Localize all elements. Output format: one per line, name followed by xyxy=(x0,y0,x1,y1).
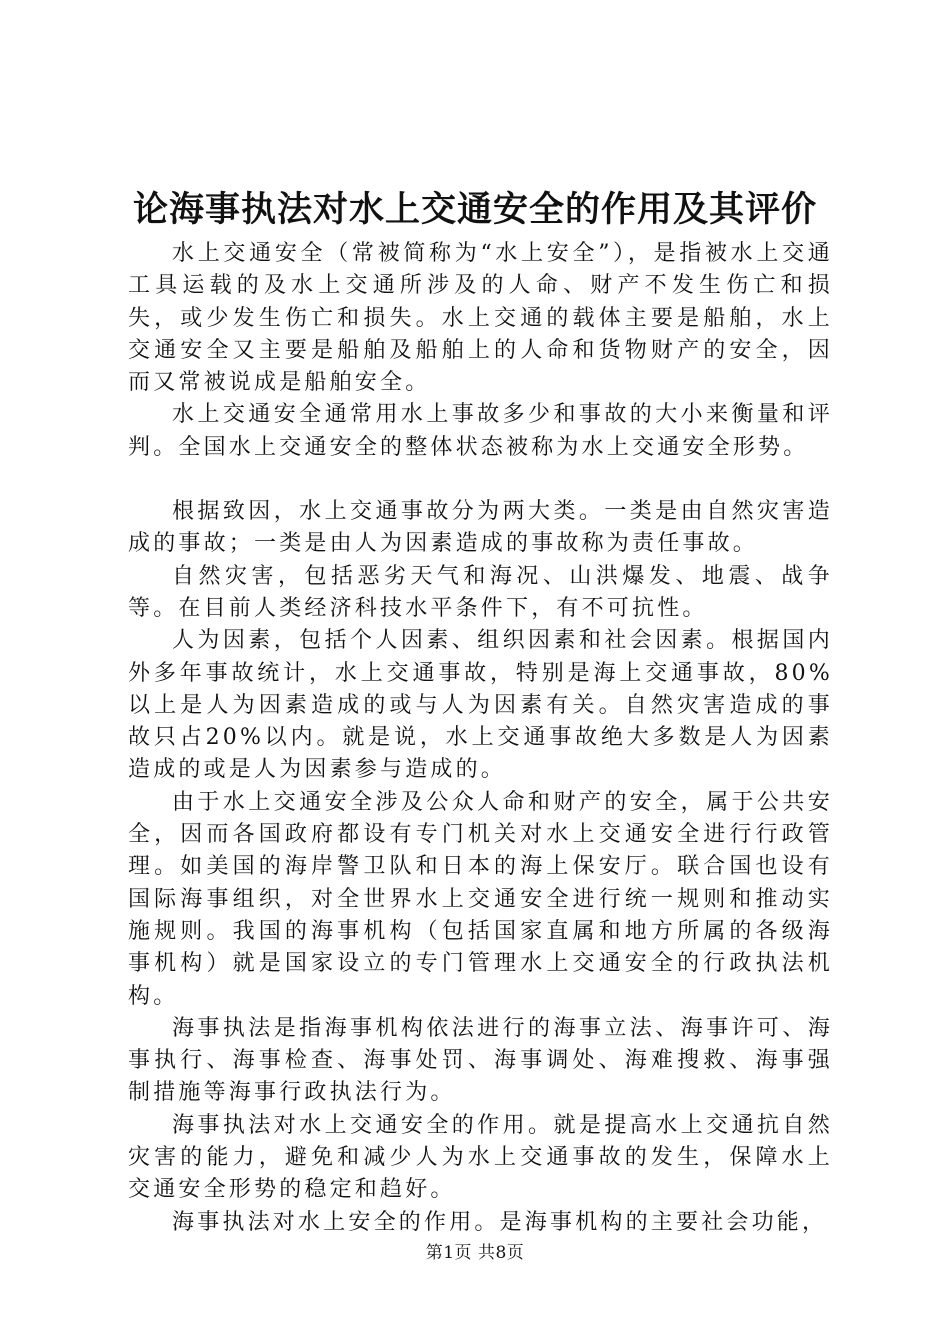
paragraph-7: 海事执法是指海事机构依法进行的海事立法、海事许可、海事执行、海事检查、海事处罚、海事调处、海难搜救、海事强制措施等海事行政执法行为。 xyxy=(128,1015,833,1106)
document-title: 论海事执法对水上交通安全的作用及其评价 xyxy=(132,189,817,230)
paragraph-6: 由于水上交通安全涉及公众人命和财产的安全，属于公共安全，因而各国政府都设有专门机关对水上交通安全进行行政管理。如美国的海岸警卫队和日本的海上保安厅。联合国也设有国际海事组织，对全世界水上交通安全进行统一规则和推动实施规则。我国的海事机构（包括国家直属和地方所属的各级海事机构）就是国家设立的专门管理水上交通安全的行政执法机构。 xyxy=(128,789,833,1009)
paragraph-3: 根据致因，水上交通事故分为两大类。一类是由自然灾害造成的事故；一类是由人为因素造成的事故称为责任事故。 xyxy=(128,499,833,557)
document-body xyxy=(128,238,833,1239)
paragraph-9: 海事执法对水上安全的作用。是海事机构的主要社会功能， xyxy=(172,1209,828,1235)
paragraph-2: 水上交通安全通常用水上事故多少和事故的大小来衡量和评判。全国水上交通安全的整体状态被称为水上交通安全形势。 xyxy=(128,402,833,460)
paragraph-1: 水上交通安全（常被简称为“水上安全”），是指被水上交通工具运载的及水上交通所涉及的人命、财产不发生伤亡和损失，或少发生伤亡和损失。水上交通的载体主要是船舶，水上交通安全又主要是船舶及船舶上的人命和货物财产的安全，因而又常被说成是船舶安全。 xyxy=(128,241,833,396)
paragraph-4: 自然灾害，包括恶劣天气和海况、山洪爆发、地震、战争等。在目前人类经济科技水平条件下，有不可抗性。 xyxy=(128,563,833,621)
paragraph-5: 人为因素，包括个人因素、组织因素和社会因素。根据国内外多年事故统计，水上交通事故，特别是海上交通事故，80%以上是人为因素造成的或与人为因素有关。自然灾害造成的事故只占20%以内。就是说，水上交通事故绝大多数是人为因素造成的或是人为因素参与造成的。 xyxy=(128,628,833,783)
paragraph-8: 海事执法对水上交通安全的作用。就是提高水上交通抗自然灾害的能力，避免和减少人为水上交通事故的发生，保障水上交通安全形势的稳定和趋好。 xyxy=(128,1112,833,1203)
page-footer: 第1页 共8页 xyxy=(425,1243,525,1263)
